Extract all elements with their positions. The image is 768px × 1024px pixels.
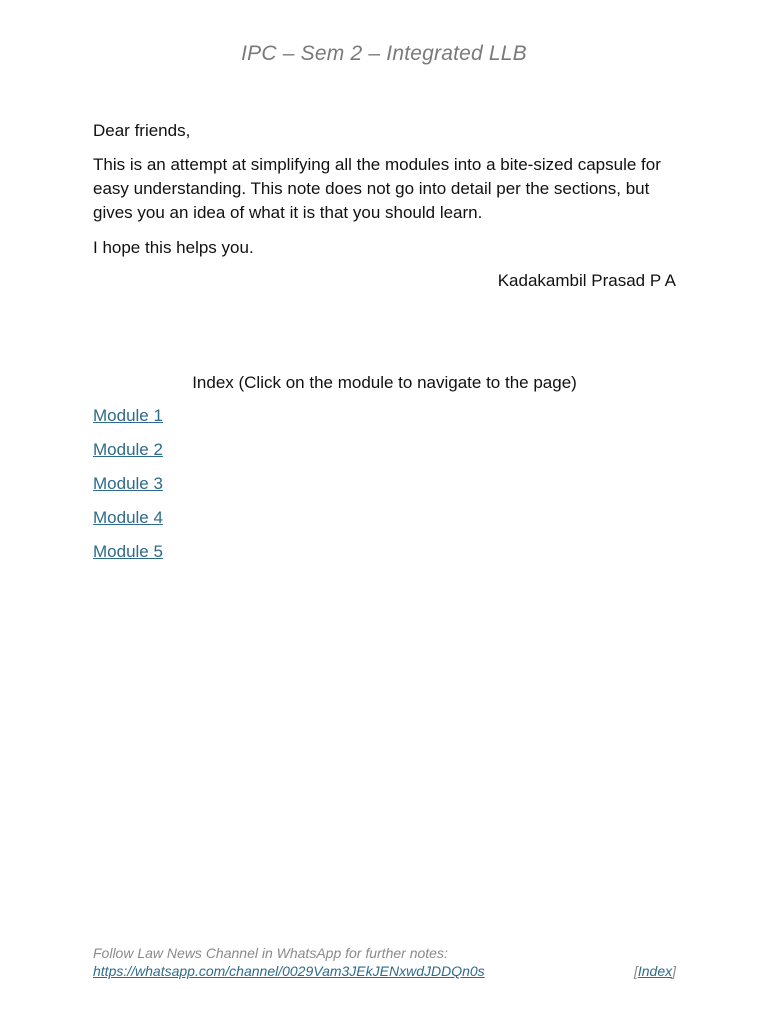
intro-paragraph: This is an attempt at simplifying all the modules into a bite-sized capsule for easy understanding. This note does not go into detail per the sections, but gives you an idea of what it is that you should learn.: [93, 155, 661, 222]
hope-text: I hope this helps you.: [93, 238, 254, 257]
bracket-close: ]: [672, 963, 676, 979]
footer-index-wrapper: [634, 962, 676, 980]
module-3-link[interactable]: Module 3: [93, 474, 163, 493]
index-heading: Index (Click on the module to navigate to the page): [192, 373, 577, 392]
index-link[interactable]: Index: [637, 963, 673, 979]
module-4-link[interactable]: Module 4: [93, 508, 163, 527]
module-1-link[interactable]: Module 1: [93, 406, 163, 425]
list-item: [93, 540, 163, 574]
list-item: [93, 472, 163, 506]
footer-text: Follow Law News Channel in WhatsApp for further notes:: [93, 945, 448, 961]
module-index-list: [93, 404, 163, 574]
list-item: [93, 438, 163, 472]
page-title: IPC – Sem 2 – Integrated LLB: [241, 42, 527, 65]
list-item: [93, 506, 163, 540]
greeting-text: Dear friends,: [93, 121, 191, 140]
module-2-link[interactable]: Module 2: [93, 440, 163, 459]
bracket-open: [: [633, 963, 638, 979]
page-footer: [93, 944, 676, 980]
module-5-link[interactable]: Module 5: [93, 542, 163, 561]
list-item: [93, 404, 163, 438]
author-signature: Kadakambil Prasad P A: [497, 271, 676, 290]
whatsapp-channel-link[interactable]: https://whatsapp.com/channel/0029Vam3JEkJENxwdJDDQn0s: [93, 963, 485, 979]
